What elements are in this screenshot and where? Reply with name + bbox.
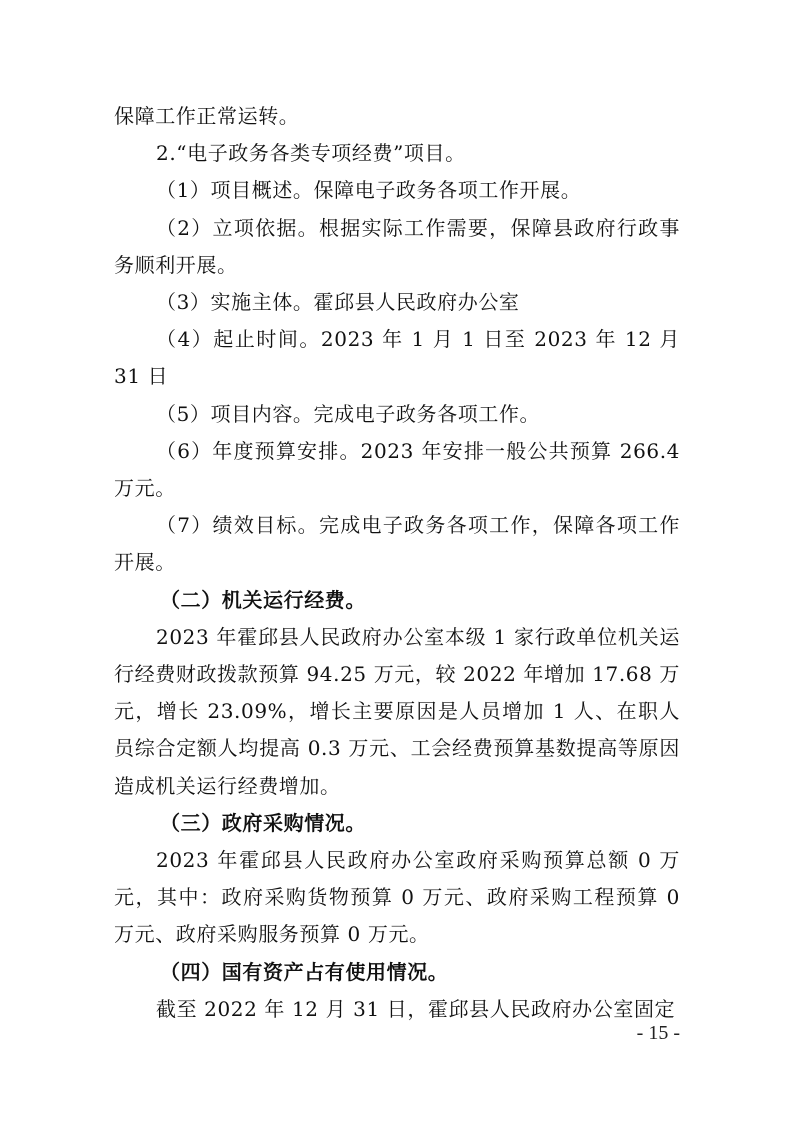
section-heading-operating-costs: （二）机关运行经费。: [160, 587, 366, 612]
item-implementer: （3）实施主体。霍邱县人民政府办公室: [156, 290, 520, 315]
document-body: [114, 98, 680, 1028]
operating-costs-paragraph: 2023 年霍邱县人民政府办公室本级 1 家行政单位机关运行经费财政拨款预算 94.25 万元，较 2022 年增加 17.68 万元，增长 23.09%，增长主要原因是人员增加 1 人、在职人员综合定额人均提高 0.3 万元、工会经费预算基数提高等原因造成机关运行经费增加。: [114, 624, 680, 798]
section-heading-procurement: （三）政府采购情况。: [160, 810, 366, 835]
item-title-e-gov-fund: 2.“电子政务各类专项经费”项目。: [156, 141, 466, 166]
page-number: - 15 -: [636, 1022, 680, 1044]
item-basis: （2）立项依据。根据实际工作需要，保障县政府行政事务顺利开展。: [114, 215, 680, 277]
procurement-paragraph: 2023 年霍邱县人民政府办公室政府采购预算总额 0 万元，其中：政府采购货物预算 0 万元、政府采购工程预算 0 万元、政府采购服务预算 0 万元。: [114, 848, 680, 947]
paragraph-continuation: 保障工作正常运转。: [114, 104, 300, 128]
item-budget: （6）年度预算安排。2023 年安排一般公共预算 266.4 万元。: [114, 438, 680, 501]
item-goal: （7）绩效目标。完成电子政务各项工作，保障各项工作开展。: [114, 513, 680, 575]
state-assets-paragraph: 截至 2022 年 12 月 31 日，霍邱县人民政府办公室固定: [156, 996, 676, 1021]
section-heading-state-assets: （四）国有资产占有使用情况。: [160, 959, 449, 984]
item-overview: （1）项目概述。保障电子政务各项工作开展。: [156, 178, 582, 203]
item-content: （5）项目内容。完成电子政务各项工作。: [156, 401, 541, 426]
item-period: （4）起止时间。2023 年 1 月 1 日至 2023 年 12 月 31 日: [114, 327, 680, 389]
